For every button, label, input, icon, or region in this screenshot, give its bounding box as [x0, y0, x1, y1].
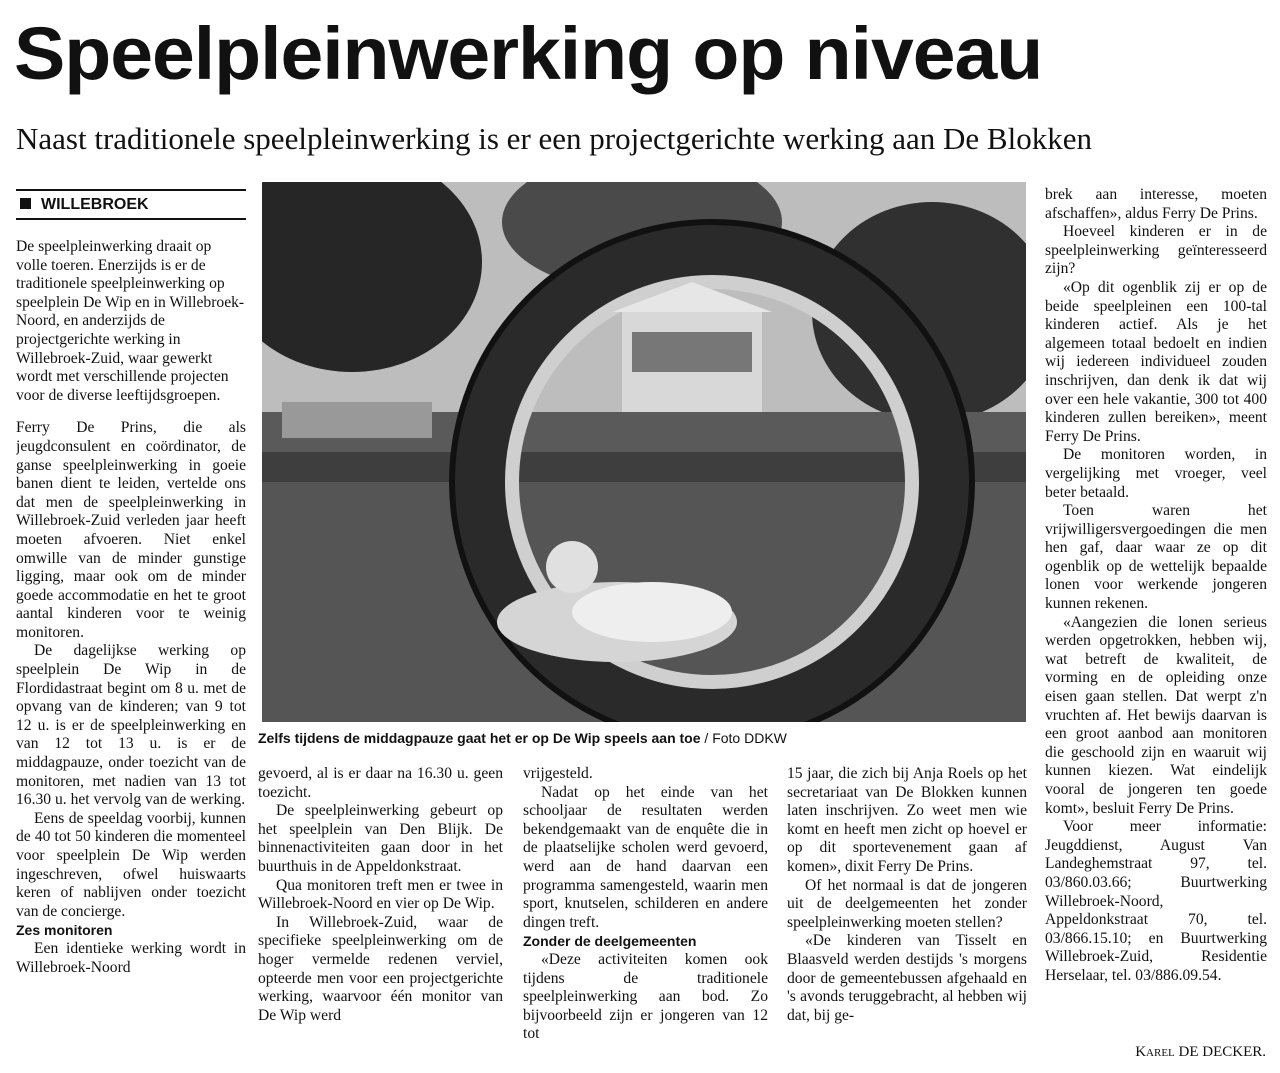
paragraph: Voor meer informatie: Jeugddienst, August Van Landeghemstraat 97, tel. 03/860.03.66; Buurtwerking Willebroek-Noord, Appeldonkstraat 70, tel. 03/866.15.10; en Buurtwerking Willebroek-Zuid, Residentie Herselaar, tel. 03/886.09.54. [1045, 818, 1267, 984]
article-column-2 [258, 765, 503, 1065]
location-label: WILLEBROEK [41, 196, 149, 213]
photo-caption [258, 730, 1028, 746]
playground-tube-photo [262, 182, 1026, 722]
photo-credit: / Foto DDKW [700, 730, 787, 746]
section-subtitle: Zonder de deelgemeenten [523, 933, 697, 950]
square-bullet-icon [20, 198, 31, 209]
paragraph: De monitoren worden, in vergelijking met vroeger, veel beter betaald. [1045, 446, 1267, 501]
paragraph: gevoerd, al is er daar na 16.30 u. geen toezicht. [258, 765, 503, 801]
article-column-3 [523, 765, 768, 1065]
lead-paragraph: De speelpleinwerking draait op volle toeren. Enerzijds is er de traditionele speelpleinwerking op speelplein De Wip en in Willebroek-Noord, en anderzijds de projectgerichte werking in Willebroek-Zuid, waar gewerkt wordt met verschillende projecten voor de diverse leeftijdsgroepen. [16, 238, 245, 404]
paragraph: brek aan interesse, moeten afschaffen», aldus Ferry De Prins. [1045, 186, 1267, 222]
paragraph: Ferry De Prins, die als jeugdconsulent en coördinator, de ganse speelpleinwerking in goeie banen dient te leiden, vertelde ons dat men de speelpleinwerking in Willebroek-Zuid verleden jaar heeft moeten afvoeren. Niet enkel omwille van de minder gunstige ligging, maar ook om de minder goede accommodatie en het te groot aantal kinderen voor te weinig monitoren. [16, 419, 246, 641]
paragraph: Hoeveel kinderen er in de speelpleinwerking geïnteresseerd zijn? [1045, 223, 1267, 278]
article-photo [262, 182, 1026, 722]
paragraph: In Willebroek-Zuid, waar de specifieke speelpleinwerking om de hoger vermelde redenen verviel, opteerde men voor een projectgerichte werking, waarvoor één monitor van De Wip werd [258, 913, 503, 1024]
article-column-4 [787, 765, 1027, 1065]
paragraph: Toen waren het vrijwilligersvergoedingen die men hen gaf, daar waar ze op dit ogenblik op de wettelijk bepaalde lonen voor werkende jongeren kunnen rekenen. [1045, 502, 1267, 613]
paragraph: 15 jaar, die zich bij Anja Roels op het secretariaat van De Blokken kunnen laten inschrijven. Zo weet men wie komt en heeft men zicht op hoevel er op dit sportevenement gaan af komen», dixit Ferry De Prins. [787, 765, 1027, 875]
paragraph: «De kinderen van Tisselt en Blaasveld werden destijds 's morgens door de gemeentebussen afgehaald en 's avonds teruggebracht, al hebben wij dat, bij ge- [787, 932, 1027, 1024]
paragraph: De dagelijkse werking op speelplein De Wip in de Flordidastraat begint om 8 u. met de opvang van de kinderen; van 9 tot 12 u. is er de speelpleinwerking en van 12 tot 13 u. is er de middagpauze, onder toezicht van de monitoren, met nadien van 13 tot 16.30 u. het vervolg van de werking. [16, 642, 246, 809]
section-subtitle: Zes monitoren [16, 922, 113, 939]
paragraph: vrijgesteld. [523, 765, 593, 782]
caption-text: Zelfs tijdens de middagpauze gaat het er op De Wip speels aan toe [258, 730, 701, 746]
author-byline: Karel DE DECKER. [1135, 1044, 1266, 1060]
paragraph: Een identieke werking wordt in Willebroek-Noord [16, 939, 246, 976]
article-column-1 [16, 238, 246, 1068]
paragraph: Qua monitoren treft men er twee in Willebroek-Noord en vier op De Wip. [258, 876, 503, 913]
paragraph: «Op dit ogenblik zij er op de beide speelpleinen een 100-tal kinderen actief. Als je het algemeen totaal bedoelt en indien wij iedereen individueel zouden inschrijven, dan denk ik dat wij over een hele vakantie, 300 tot 400 kinderen zullen bereiken», meent Ferry De Prins. [1045, 278, 1267, 445]
paragraph: De speelpleinwerking gebeurt op het speelplein van Den Blijk. De binnenactiviteiten gaan door in het buurthuis in de Appeldonkstraat. [258, 802, 503, 875]
location-tag [16, 189, 246, 220]
headline: Speelpleinwerking op niveau [14, 12, 1043, 95]
article-column-5 [1045, 186, 1267, 1040]
paragraph: «Aangezien die lonen serieus werden opgetrokken, hebben wij, wat betreft de kwaliteit, de vorming en de opleiding onze eisen gaan stellen. Dat werpt z'n vruchten af. Het bewijs daarvan is een groot aanbod aan monitoren die geschoold zijn en waaruit wij kunnen kiezen. Wat eindelijk vooral de jongeren ten goede komt», besluit Ferry De Prins. [1045, 613, 1267, 817]
paragraph: Of het normaal is dat de jongeren uit de deelgemeenten het zonder speelpleinwerking moeten stellen? [787, 876, 1027, 931]
subheadline: Naast traditionele speelpleinwerking is er een projectgerichte werking aan De Blokken [16, 121, 1092, 156]
paragraph: «Deze activiteiten komen ook tijdens de traditionele speelpleinwerking aan bod. Zo bijvoorbeeld zijn er jongeren van 12 tot [523, 950, 768, 1043]
paragraph: Eens de speeldag voorbij, kunnen de 40 tot 50 kinderen die momenteel voor speelplein De Wip werden ingeschreven, ofwel huiswaarts keren of nablijven onder toezicht van de concierge. [16, 809, 246, 920]
paragraph: Nadat op het einde van het schooljaar de resultaten werden bekendgemaakt van de enquête die in de plaatselijke scholen werd gevoerd, werd aan de hand daarvan een programma samengesteld, waarin men sport, knutselen, schilderen en andere dingen treft. [523, 783, 768, 931]
